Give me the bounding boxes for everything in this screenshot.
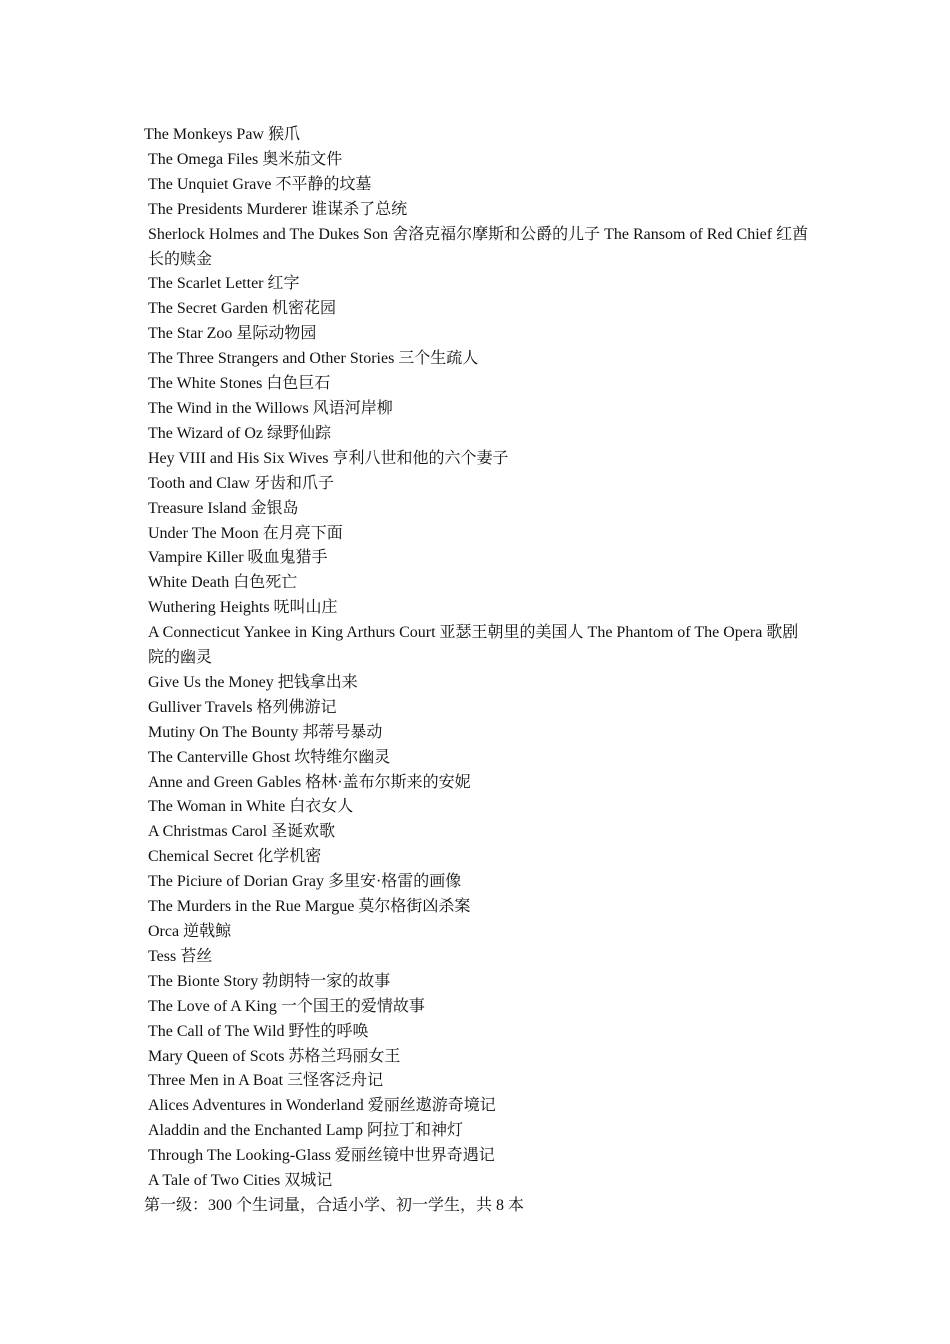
text-line: Alices Adventures in Wonderland 爱丽丝遨游奇境记 <box>148 1097 496 1115</box>
text-line: The Canterville Ghost 坎特维尔幽灵 <box>148 748 391 766</box>
document-body <box>144 123 812 1219</box>
text-line: Tess 苔丝 <box>148 947 213 965</box>
text-line: Aladdin and the Enchanted Lamp 阿拉丁和神灯 <box>148 1122 464 1140</box>
text-line: The Wind in the Willows 风语河岸柳 <box>148 399 393 417</box>
text-line: 第一级：300 个生词量，合适小学、初一学生，共 8 本 <box>144 1196 525 1214</box>
text-line: Tooth and Claw 牙齿和爪子 <box>148 474 334 492</box>
text-line: The Presidents Murderer 谁谋杀了总统 <box>148 200 408 218</box>
text-line: Wuthering Heights 呒叫山庄 <box>148 599 338 617</box>
text-line: Mary Queen of Scots 苏格兰玛丽女王 <box>148 1047 401 1065</box>
text-line: Gulliver Travels 格列佛游记 <box>148 698 337 716</box>
text-line: Mutiny On The Bounty 邦蒂号暴动 <box>148 723 383 741</box>
text-line: The Three Strangers and Other Stories 三个生疏人 <box>148 350 479 368</box>
text-line: Treasure Island 金银岛 <box>148 499 299 517</box>
text-line: The Bionte Story 勃朗特一家的故事 <box>148 972 391 990</box>
text-line: A Connecticut Yankee in King Arthurs Court 亚瑟王朝里的美国人 The Phantom of The Opera 歌剧院的幽灵 <box>148 624 799 667</box>
text-line: Under The Moon 在月亮下面 <box>148 524 343 542</box>
text-line: Give Us the Money 把钱拿出来 <box>148 673 358 691</box>
text-line: Chemical Secret 化学机密 <box>148 848 322 866</box>
text-line: The Secret Garden 机密花园 <box>148 300 336 318</box>
text-line: The Woman in White 白衣女人 <box>148 798 354 816</box>
text-line: Anne and Green Gables 格林·盖布尔斯来的安妮 <box>148 773 471 791</box>
text-line: The White Stones 白色巨石 <box>148 375 331 393</box>
text-line: The Love of A King 一个国王的爱情故事 <box>148 997 425 1015</box>
text-line: Through The Looking-Glass 爱丽丝镜中世界奇遇记 <box>148 1147 495 1165</box>
text-line: Sherlock Holmes and The Dukes Son 舍洛克福尔摩斯和公爵的儿子 The Ransom of Red Chief 红酋长的赎金 <box>148 225 809 268</box>
text-line: Hey VIII and His Six Wives 亨利八世和他的六个妻子 <box>148 449 509 467</box>
text-line: A Tale of Two Cities 双城记 <box>148 1172 333 1190</box>
text-line: The Wizard of Oz 绿野仙踪 <box>148 424 332 442</box>
text-line: Three Men in A Boat 三怪客泛舟记 <box>148 1072 384 1090</box>
text-line: Orca 逆戟鲸 <box>148 923 232 940</box>
text-line: The Scarlet Letter 红字 <box>148 275 300 293</box>
text-line: The Monkeys Paw 猴爪 <box>144 126 300 143</box>
text-line: The Piciure of Dorian Gray 多里安·格雷的画像 <box>148 873 462 891</box>
text-line: The Call of The Wild 野性的呼唤 <box>148 1022 369 1040</box>
text-line: The Omega Files 奥米茄文件 <box>148 150 343 168</box>
text-line: The Murders in the Rue Margue 莫尔格街凶杀案 <box>148 898 471 916</box>
text-line: White Death 白色死亡 <box>148 574 298 592</box>
text-line: A Christmas Carol 圣诞欢歌 <box>148 823 336 841</box>
text-line: The Star Zoo 星际动物园 <box>148 325 317 343</box>
text-line: Vampire Killer 吸血鬼猎手 <box>148 549 328 567</box>
text-line: The Unquiet Grave 不平静的坟墓 <box>148 175 372 193</box>
